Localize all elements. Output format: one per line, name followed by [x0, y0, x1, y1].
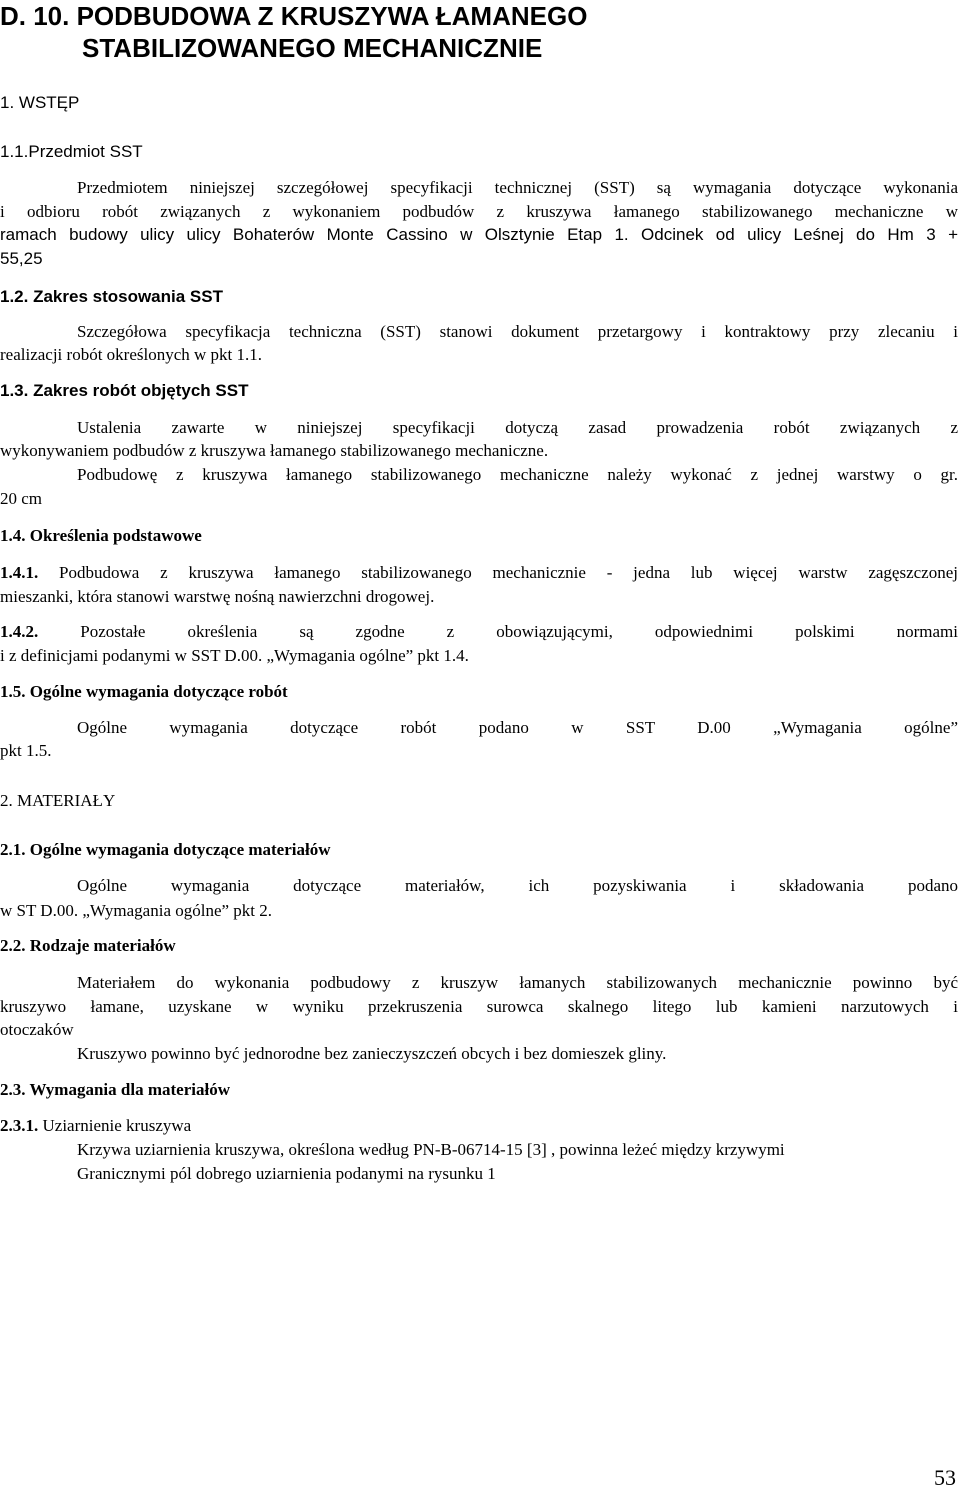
paragraph-line: realizacji robót określonych w pkt 1.1.: [0, 345, 263, 364]
paragraph-line: i z definicjami podanymi w SST D.00. „Wymagania ogólne” pkt 1.4.: [0, 646, 469, 665]
section-heading-1-2: 1.2. Zakres stosowania SST: [0, 287, 223, 306]
paragraph-line: Ogólne wymagania dotyczące materiałów, ich pozyskiwania i składowania podano: [77, 876, 958, 895]
section-heading-1-1: 1.1.Przedmiot SST: [0, 142, 143, 161]
paragraph-line: w ST D.00. „Wymagania ogólne” pkt 2.: [0, 901, 273, 920]
section-heading-2-3: 2.3. Wymagania dla materiałów: [0, 1080, 230, 1099]
paragraph-line: Przedmiotem niniejszej szczegółowej specyfikacji technicznej (SST) są wymagania dotyczące wykonania: [77, 178, 958, 197]
section-heading-1-5: 1.5. Ogólne wymagania dotyczące robót: [0, 682, 288, 701]
section-heading-1-4: 1.4. Określenia podstawowe: [0, 526, 202, 545]
item-text: Podbudowa z kruszywa łamanego stabilizowanego mechanicznie - jedna lub więcej warstw zagęszczonej: [38, 563, 958, 582]
paragraph-line: [0, 563, 958, 583]
item-number: 2.3.1.: [0, 1116, 39, 1135]
paragraph-line: Krzywa uziarnienia kruszywa, określona według PN-B-06714-15 [3] , powinna leżeć między krzywymi: [77, 1140, 785, 1159]
paragraph-line: i odbioru robót związanych z wykonaniem podbudów z kruszywa łamanego stabilizowanego mechaniczne w: [0, 202, 958, 221]
paragraph-line: kruszywo łamane, uzyskane w wyniku przekruszenia surowca skalnego litego lub kamieni narzutowych i: [0, 997, 958, 1016]
paragraph-line: Granicznymi pól dobrego uziarnienia podanymi na rysunku 1: [77, 1164, 496, 1183]
paragraph-line: mieszanki, która stanowi warstwę nośną nawierzchni drogowej.: [0, 587, 435, 606]
paragraph-line: Materiałem do wykonania podbudowy z kruszyw łamanych stabilizowanych mechanicznie powinno być: [77, 973, 958, 992]
paragraph-line: Kruszywo powinno być jednorodne bez zanieczyszczeń obcych i bez domieszek gliny.: [77, 1044, 667, 1063]
paragraph-line: pkt 1.5.: [0, 741, 52, 760]
item-number: 1.4.2.: [0, 622, 39, 641]
item-number: 1.4.1.: [0, 563, 39, 582]
section-heading-1-3: 1.3. Zakres robót objętych SST: [0, 381, 249, 400]
paragraph-line: Ustalenia zawarte w niniejszej specyfikacji dotyczą zasad prowadzenia robót związanych z: [77, 418, 958, 437]
paragraph-line: Podbudowę z kruszywa łamanego stabilizowanego mechaniczne należy wykonać z jednej warstwy o gr.: [77, 465, 958, 484]
section-heading-2: 2. MATERIAŁY: [0, 791, 116, 810]
paragraph-line: 20 cm: [0, 489, 43, 508]
paragraph-line: [0, 622, 958, 642]
document-title-line-1: D. 10. PODBUDOWA Z KRUSZYWA ŁAMANEGO: [0, 1, 588, 31]
subsection-heading-2-3-1: [0, 1116, 191, 1136]
section-heading-1: 1. WSTĘP: [0, 93, 80, 112]
item-text: Pozostałe określenia są zgodne z obowiązującymi, odpowiednimi polskimi normami: [38, 622, 958, 641]
section-heading-2-1: 2.1. Ogólne wymagania dotyczące materiałów: [0, 840, 331, 859]
page-number: 53: [934, 1465, 956, 1490]
paragraph-line: ramach budowy ulicy ulicy Bohaterów Monte Cassino w Olsztynie Etap 1. Odcinek od ulicy Leśnej do Hm 3 +: [0, 225, 958, 244]
paragraph-line: Ogólne wymagania dotyczące robót podano w SST D.00 „Wymagania ogólne”: [77, 718, 958, 737]
document-title-line-2: STABILIZOWANEGO MECHANICZNIE: [82, 33, 543, 63]
section-heading-2-2: 2.2. Rodzaje materiałów: [0, 936, 176, 955]
paragraph-line: otoczaków: [0, 1020, 74, 1039]
item-text: Uziarnienie kruszywa: [38, 1116, 192, 1135]
paragraph-line: Szczegółowa specyfikacja techniczna (SST) stanowi dokument przetargowy i kontraktowy przy zlecaniu i: [77, 322, 958, 341]
paragraph-line: 55,25: [0, 249, 43, 268]
paragraph-line: wykonywaniem podbudów z kruszywa łamanego stabilizowanego mechaniczne.: [0, 441, 549, 460]
